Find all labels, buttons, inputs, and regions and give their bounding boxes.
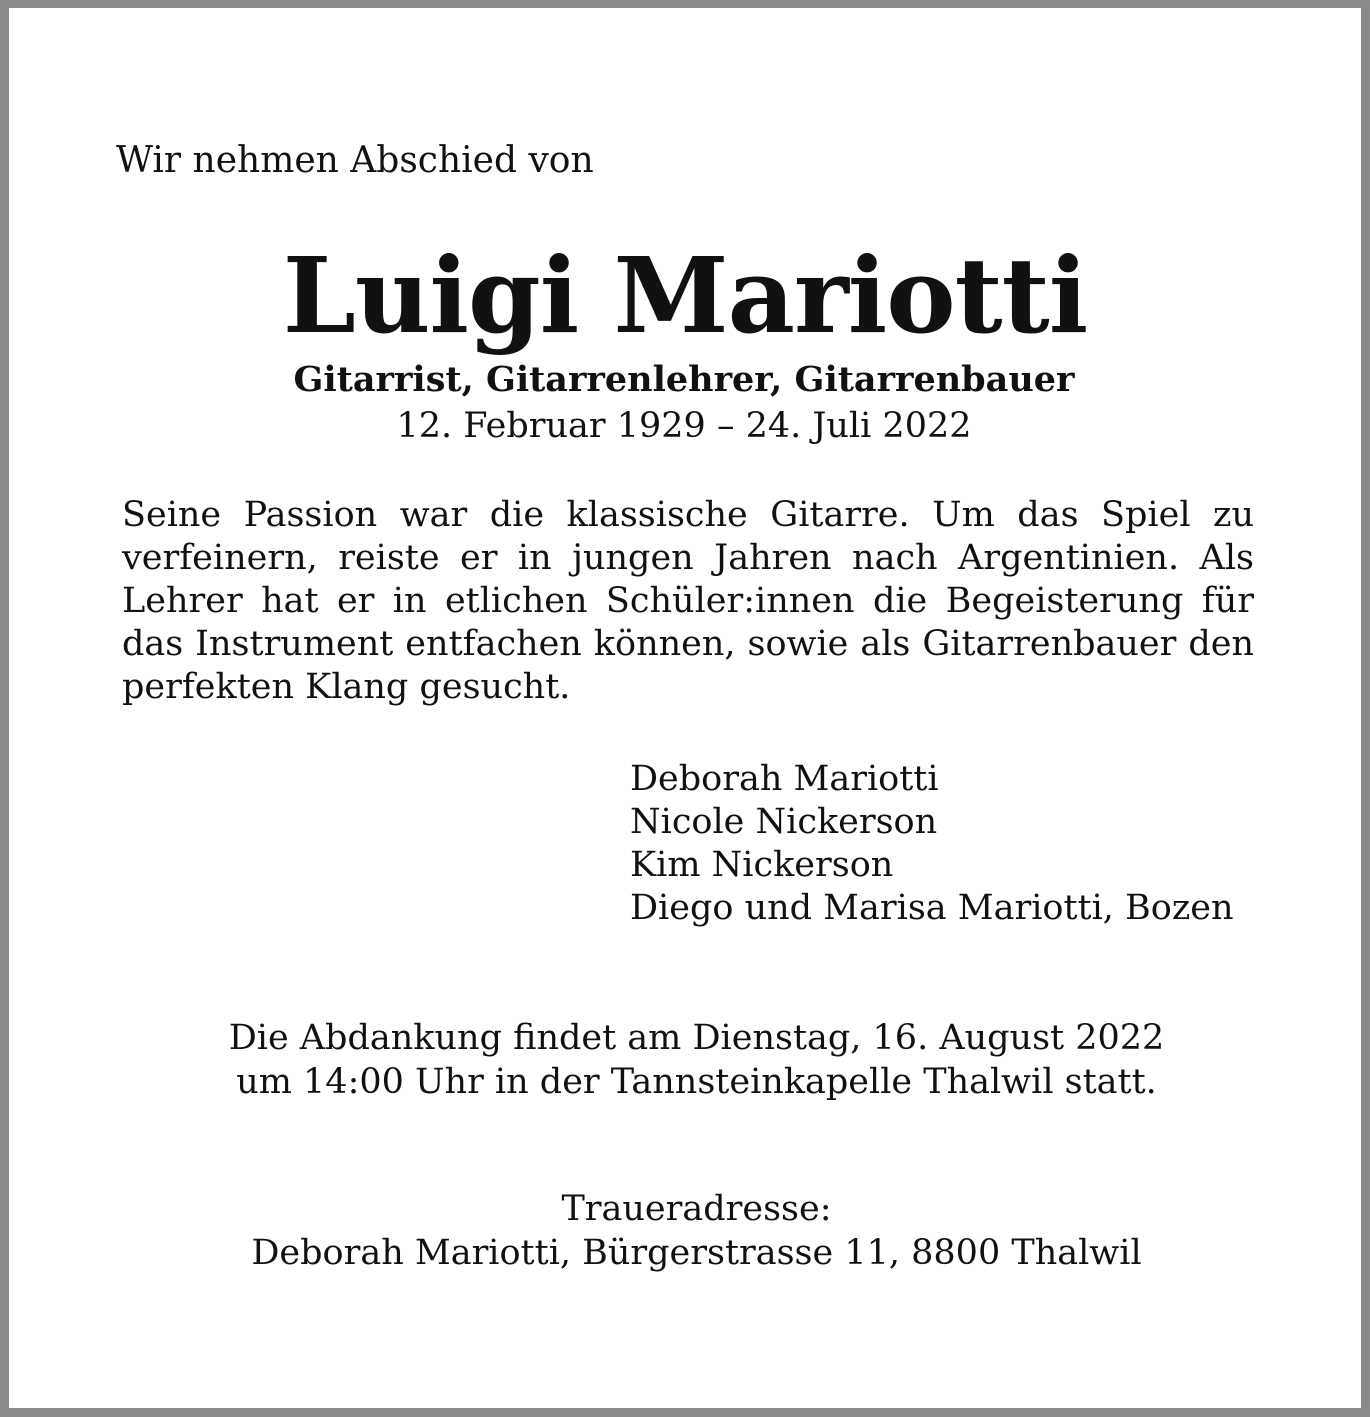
mourning-address	[9, 1187, 1370, 1275]
life-dates: 12. Februar 1929 – 24. Juli 2022	[396, 406, 972, 446]
address-label: Traueradresse:	[561, 1189, 832, 1229]
ceremony-info	[9, 1016, 1370, 1104]
address-value: Deborah Mariotti, Bürgerstrasse 11, 8800 Thalwil	[251, 1233, 1142, 1273]
mourners-list	[630, 758, 1234, 930]
ceremony-line: Die Abdankung findet am Dienstag, 16. August 2022	[228, 1018, 1165, 1058]
mourner-item: Diego und Marisa Mariotti, Bozen	[630, 888, 1234, 928]
mourner-item: Nicole Nickerson	[630, 802, 938, 842]
biography-paragraph: Seine Passion war die klassische Gitarre. Um das Spiel zu verfeinern, reiste er in jungen Jahren nach Argentinien. Als Lehrer hat er in etlichen Schüler:innen die Begeisterung für das Instrument entfachen können, sowie als Gitarrenbauer den perfekten Klang gesucht.	[122, 495, 1254, 707]
profession-text: Gitarrist, Gitarrenlehrer, Gitarrenbauer	[293, 359, 1075, 400]
mourner-item: Kim Nickerson	[630, 845, 894, 885]
mourner-item: Deborah Mariotti	[630, 759, 939, 799]
intro-text: Wir nehmen Abschied von	[116, 140, 594, 181]
deceased-name: Luigi Mariotti	[282, 234, 1088, 357]
ceremony-line: um 14:00 Uhr in der Tannsteinkapelle Thalwil statt.	[236, 1062, 1157, 1102]
